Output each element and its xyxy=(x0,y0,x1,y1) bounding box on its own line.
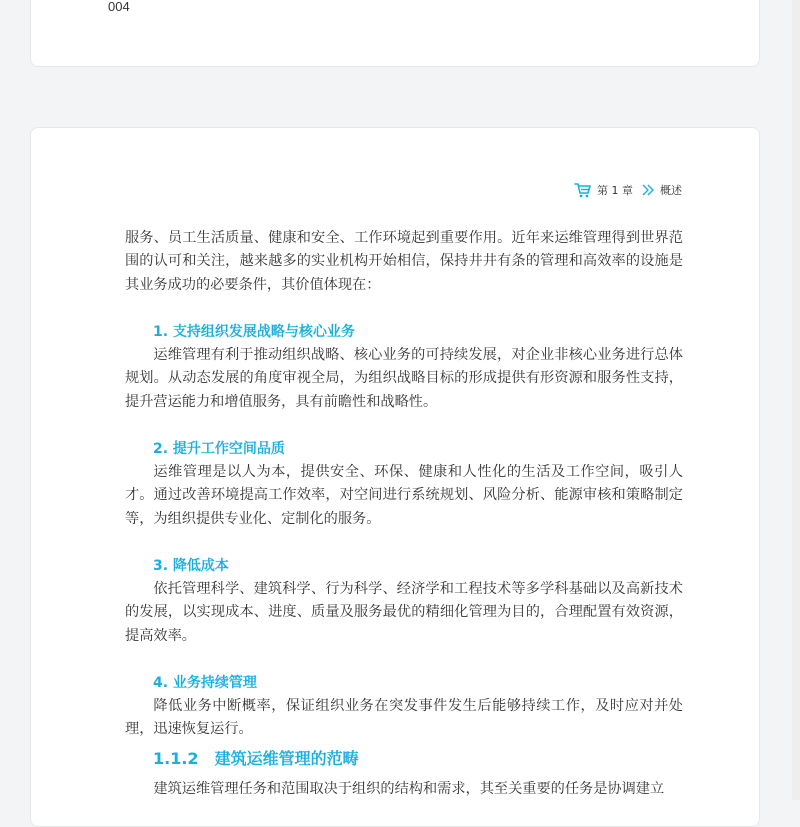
chapter-header xyxy=(574,181,682,199)
double-chevron-right-icon xyxy=(642,184,654,196)
previous-page-card xyxy=(30,0,760,67)
item-heading-2: 2. 提升工作空间品质 xyxy=(153,440,285,457)
item-heading-3: 3. 降低成本 xyxy=(153,557,229,574)
trailing-paragraph: 建筑运维管理任务和范围取决于组织的结构和需求，其至关重要的任务是协调建立 xyxy=(153,780,665,797)
cart-icon xyxy=(574,182,591,198)
page-content xyxy=(125,227,683,801)
item-body-1: 运维管理有利于推动组织战略、核心业务的可持续发展，对企业非核心业务进行总体规划。从动态发展的角度审视全局，为组织战略目标的形成提供有形资源和服务性支持，提升营运能力和增值服务，具有前瞻性和战略性。 xyxy=(125,347,683,410)
subsection-number: 1.1.2 xyxy=(153,748,199,768)
item-heading-4: 4. 业务持续管理 xyxy=(153,674,257,691)
scrollbar[interactable] xyxy=(792,0,800,800)
subsection-heading xyxy=(125,746,683,772)
item-body-2: 运维管理是以人为本，提供安全、环保、健康和人性化的生活及工作空间，吸引人才。通过改善环境提高工作效率，对空间进行系统规划、风险分析、能源审核和策略制定等，为组织提供专业化、定制化的服务。 xyxy=(125,464,683,527)
item-body-4: 降低业务中断概率，保证组织业务在突发事件发生后能够持续工作，及时应对并处理，迅速恢复运行。 xyxy=(125,698,683,738)
intro-paragraph: 服务、员工生活质量、健康和安全、工作环境起到重要作用。近年来运维管理得到世界范围的认可和关注，越来越多的实业机构开始相信，保持井井有条的管理和高效率的设施是其业务成功的必要条件，其价值体现在： xyxy=(125,230,683,293)
item-body-3: 依托管理科学、建筑科学、行为科学、经济学和工程技术等多学科基础以及高新技术的发展，以实现成本、进度、质量及服务最优的精细化管理为目的，合理配置有效资源，提高效率。 xyxy=(125,581,683,644)
page-card xyxy=(30,127,760,827)
section-label: 概述 xyxy=(660,184,682,197)
chapter-label: 第 1 章 xyxy=(597,184,633,197)
item-heading-1: 1. 支持组织发展战略与核心业务 xyxy=(153,323,355,340)
subsection-title: 建筑运维管理的范畴 xyxy=(214,748,359,768)
page-number: 004 xyxy=(108,0,130,14)
